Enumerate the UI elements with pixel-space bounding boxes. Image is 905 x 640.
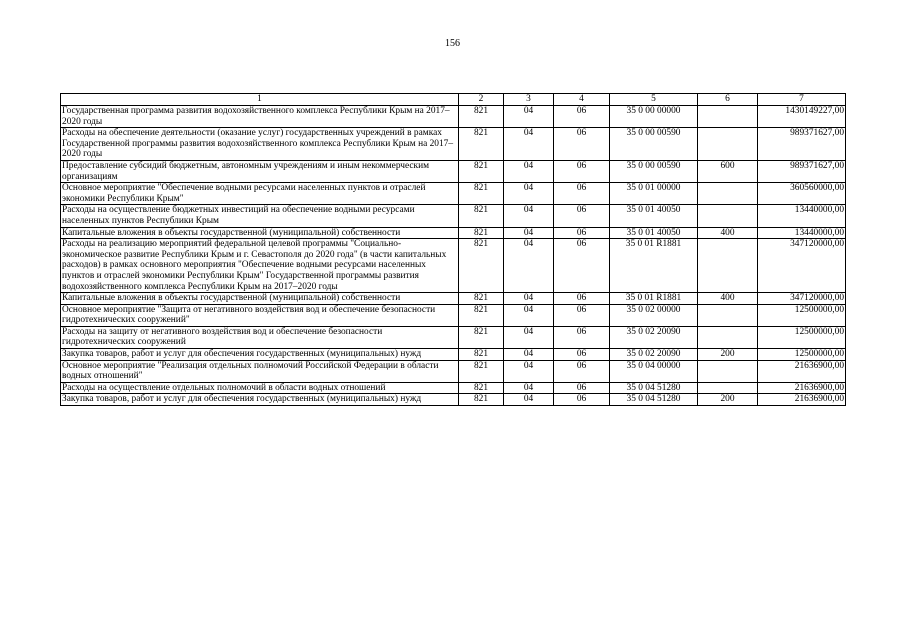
row-code-4: 06 bbox=[554, 382, 610, 394]
row-code-5: 35 0 00 00590 bbox=[610, 160, 698, 182]
row-code-4: 06 bbox=[554, 326, 610, 348]
table-row bbox=[61, 183, 846, 205]
row-code-3: 04 bbox=[504, 293, 554, 305]
row-code-3: 04 bbox=[504, 205, 554, 227]
row-code-2: 821 bbox=[459, 128, 504, 161]
row-code-3: 04 bbox=[504, 304, 554, 326]
row-amount: 12500000,00 bbox=[758, 349, 846, 361]
column-header: 6 bbox=[698, 94, 758, 106]
table-row bbox=[61, 106, 846, 128]
row-code-2: 821 bbox=[459, 349, 504, 361]
row-code-5: 35 0 04 51280 bbox=[610, 394, 698, 406]
row-code-5: 35 0 00 00000 bbox=[610, 106, 698, 128]
column-header: 4 bbox=[554, 94, 610, 106]
table-row bbox=[61, 326, 846, 348]
row-amount: 989371627,00 bbox=[758, 160, 846, 182]
row-code-6 bbox=[698, 128, 758, 161]
row-description: Расходы на реализацию мероприятий федеральной целевой программы "Социально-экономическое развитие Республики Крым и г. Севастополя до 2020 года" (в части капитальных расходов) в рамках основного мероприятия "Обеспечение водными ресурсами населенных пунктов и отраслей экономики Республики Крым" Государственной программы развития водохозяйственного комплекса Республики Крым на 2017–2020 годы bbox=[61, 239, 459, 293]
budget-table bbox=[60, 93, 846, 406]
row-code-5: 35 0 01 00000 bbox=[610, 183, 698, 205]
row-code-3: 04 bbox=[504, 160, 554, 182]
row-code-2: 821 bbox=[459, 106, 504, 128]
row-code-4: 06 bbox=[554, 160, 610, 182]
row-description: Закупка товаров, работ и услуг для обеспечения государственных (муниципальных) нужд bbox=[61, 349, 459, 361]
row-code-6 bbox=[698, 106, 758, 128]
row-code-5: 35 0 01 R1881 bbox=[610, 239, 698, 293]
table-body bbox=[61, 106, 846, 406]
row-code-2: 821 bbox=[459, 160, 504, 182]
row-description: Расходы на осуществление бюджетных инвестиций на обеспечение водными ресурсами населенных пунктов Республики Крым bbox=[61, 205, 459, 227]
row-code-6 bbox=[698, 382, 758, 394]
row-code-6: 400 bbox=[698, 293, 758, 305]
row-code-5: 35 0 01 40050 bbox=[610, 205, 698, 227]
row-code-2: 821 bbox=[459, 360, 504, 382]
column-header: 7 bbox=[758, 94, 846, 106]
row-amount: 347120000,00 bbox=[758, 239, 846, 293]
table-header-row bbox=[61, 94, 846, 106]
row-code-3: 04 bbox=[504, 106, 554, 128]
row-code-5: 35 0 02 00000 bbox=[610, 304, 698, 326]
row-code-6 bbox=[698, 304, 758, 326]
row-amount: 13440000,00 bbox=[758, 227, 846, 239]
row-code-5: 35 0 00 00590 bbox=[610, 128, 698, 161]
table-row bbox=[61, 349, 846, 361]
row-code-2: 821 bbox=[459, 239, 504, 293]
row-code-4: 06 bbox=[554, 239, 610, 293]
row-code-4: 06 bbox=[554, 394, 610, 406]
row-code-2: 821 bbox=[459, 183, 504, 205]
row-description: Расходы на обеспечение деятельности (оказание услуг) государственных учреждений в рамках Государственной программы развития водохозяйственного комплекса Республики Крым на 2017–2020 годы bbox=[61, 128, 459, 161]
table-row bbox=[61, 160, 846, 182]
row-description: Капитальные вложения в объекты государственной (муниципальной) собственности bbox=[61, 227, 459, 239]
row-code-5: 35 0 01 R1881 bbox=[610, 293, 698, 305]
row-code-4: 06 bbox=[554, 183, 610, 205]
column-header: 1 bbox=[61, 94, 459, 106]
table-row bbox=[61, 239, 846, 293]
column-header: 5 bbox=[610, 94, 698, 106]
row-amount: 1430149227,00 bbox=[758, 106, 846, 128]
row-code-4: 06 bbox=[554, 304, 610, 326]
row-amount: 347120000,00 bbox=[758, 293, 846, 305]
row-code-2: 821 bbox=[459, 326, 504, 348]
row-code-4: 06 bbox=[554, 106, 610, 128]
row-code-4: 06 bbox=[554, 205, 610, 227]
row-amount: 21636900,00 bbox=[758, 382, 846, 394]
table-row bbox=[61, 394, 846, 406]
row-code-2: 821 bbox=[459, 205, 504, 227]
row-code-3: 04 bbox=[504, 394, 554, 406]
table-row bbox=[61, 128, 846, 161]
row-description: Расходы на осуществление отдельных полномочий в области водных отношений bbox=[61, 382, 459, 394]
row-code-3: 04 bbox=[504, 183, 554, 205]
row-code-3: 04 bbox=[504, 128, 554, 161]
row-code-2: 821 bbox=[459, 227, 504, 239]
row-code-4: 06 bbox=[554, 227, 610, 239]
page-number: 156 bbox=[445, 38, 460, 49]
row-code-3: 04 bbox=[504, 382, 554, 394]
row-amount: 360560000,00 bbox=[758, 183, 846, 205]
row-code-3: 04 bbox=[504, 349, 554, 361]
row-amount: 21636900,00 bbox=[758, 360, 846, 382]
row-amount: 21636900,00 bbox=[758, 394, 846, 406]
row-description: Закупка товаров, работ и услуг для обеспечения государственных (муниципальных) нужд bbox=[61, 394, 459, 406]
row-code-6: 200 bbox=[698, 349, 758, 361]
row-description: Основное мероприятие "Обеспечение водными ресурсами населенных пунктов и отраслей экономики Республики Крым" bbox=[61, 183, 459, 205]
row-code-5: 35 0 01 40050 bbox=[610, 227, 698, 239]
row-code-6 bbox=[698, 326, 758, 348]
row-code-3: 04 bbox=[504, 227, 554, 239]
row-code-4: 06 bbox=[554, 293, 610, 305]
row-code-3: 04 bbox=[504, 239, 554, 293]
table-row bbox=[61, 382, 846, 394]
row-amount: 13440000,00 bbox=[758, 205, 846, 227]
row-code-5: 35 0 02 20090 bbox=[610, 349, 698, 361]
table-row bbox=[61, 227, 846, 239]
row-code-2: 821 bbox=[459, 304, 504, 326]
column-header: 2 bbox=[459, 94, 504, 106]
row-code-4: 06 bbox=[554, 349, 610, 361]
row-description: Капитальные вложения в объекты государственной (муниципальной) собственности bbox=[61, 293, 459, 305]
row-description: Предоставление субсидий бюджетным, автономным учреждениям и иным некоммерческим организациям bbox=[61, 160, 459, 182]
table-row bbox=[61, 293, 846, 305]
row-description: Основное мероприятие "Защита от негативного воздействия вод и обеспечение безопасности гидротехнических сооружений" bbox=[61, 304, 459, 326]
row-description: Государственная программа развития водохозяйственного комплекса Республики Крым на 2017–2020 годы bbox=[61, 106, 459, 128]
table-row bbox=[61, 360, 846, 382]
table-row bbox=[61, 304, 846, 326]
row-code-6 bbox=[698, 360, 758, 382]
row-code-6: 600 bbox=[698, 160, 758, 182]
row-amount: 12500000,00 bbox=[758, 326, 846, 348]
row-code-6: 400 bbox=[698, 227, 758, 239]
row-description: Основное мероприятие "Реализация отдельных полномочий Российской Федерации в области водных отношений" bbox=[61, 360, 459, 382]
table-row bbox=[61, 205, 846, 227]
row-code-6 bbox=[698, 205, 758, 227]
row-amount: 12500000,00 bbox=[758, 304, 846, 326]
row-code-2: 821 bbox=[459, 382, 504, 394]
row-code-6 bbox=[698, 183, 758, 205]
row-code-6 bbox=[698, 239, 758, 293]
row-code-4: 06 bbox=[554, 360, 610, 382]
row-code-2: 821 bbox=[459, 293, 504, 305]
row-code-2: 821 bbox=[459, 394, 504, 406]
row-code-6: 200 bbox=[698, 394, 758, 406]
row-code-5: 35 0 04 51280 bbox=[610, 382, 698, 394]
row-code-3: 04 bbox=[504, 360, 554, 382]
column-header: 3 bbox=[504, 94, 554, 106]
row-code-5: 35 0 04 00000 bbox=[610, 360, 698, 382]
row-code-5: 35 0 02 20090 bbox=[610, 326, 698, 348]
row-code-4: 06 bbox=[554, 128, 610, 161]
row-description: Расходы на защиту от негативного воздействия вод и обеспечение безопасности гидротехнических сооружений bbox=[61, 326, 459, 348]
row-code-3: 04 bbox=[504, 326, 554, 348]
row-amount: 989371627,00 bbox=[758, 128, 846, 161]
